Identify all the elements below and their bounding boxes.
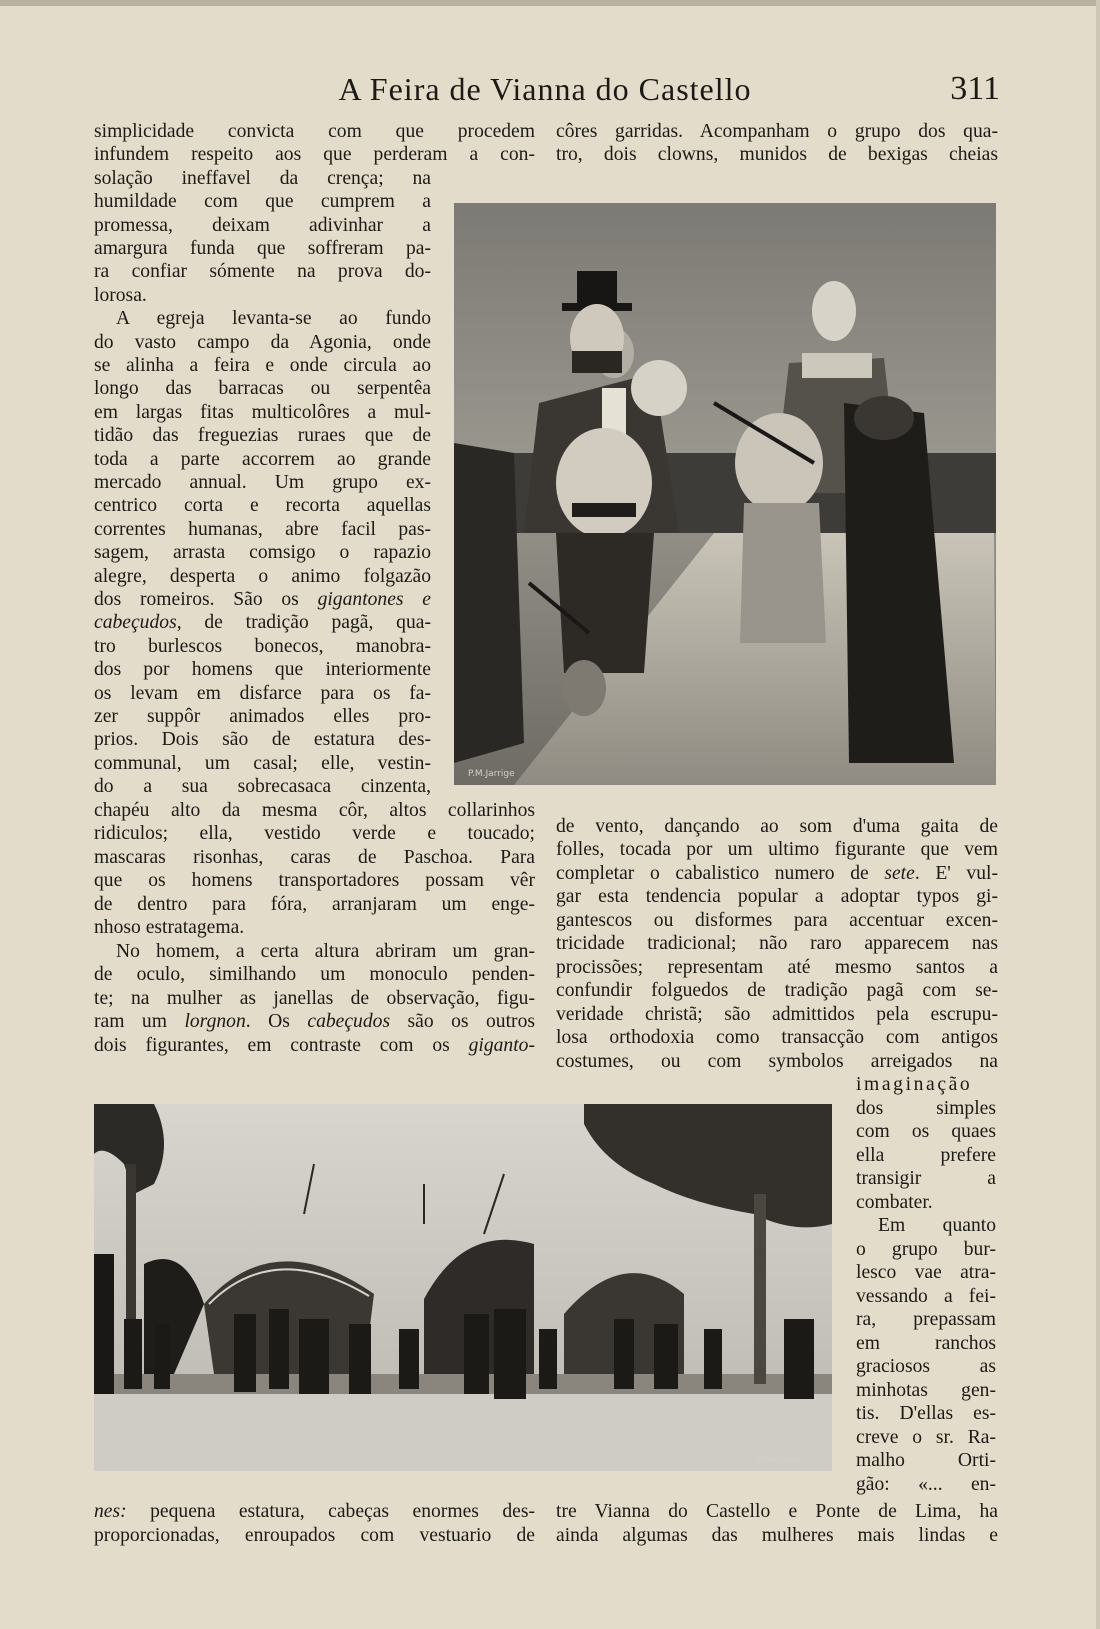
- text-line: prios. Dois são de estatura des-: [94, 729, 431, 750]
- text-line: vessando a fei-: [856, 1286, 996, 1307]
- text-line: humildade com que cumprem a: [94, 191, 431, 212]
- photo-credit-top: P.M.Jarrige: [468, 769, 515, 779]
- text-line: côres garridas. Acompanham o grupo dos qua-: [556, 121, 998, 142]
- text-line: folles, tocada por um ultimo figurante que vem: [556, 839, 998, 860]
- text-line: tis. D'ellas es-: [856, 1403, 996, 1424]
- text-line: veridade christã; são admittidos pela escrupu-: [556, 1004, 998, 1025]
- text-line: dos por homens que interiormente: [94, 659, 431, 680]
- running-title: A Feira de Vianna do Castello: [338, 71, 752, 107]
- text-line: malho Orti-: [856, 1450, 996, 1471]
- page-right-edge: [1096, 0, 1100, 1629]
- text-line: losa orthodoxia como transacção com antigos: [556, 1027, 998, 1048]
- text-line: solação ineffavel da crença; na: [94, 168, 431, 189]
- text-line: mercado annual. Um grupo ex-: [94, 472, 431, 493]
- text-line: graciosos as: [856, 1356, 996, 1377]
- photo-feira: [94, 1104, 832, 1471]
- text-line: tro, dois clowns, munidos de bexigas cheias: [556, 144, 998, 165]
- photo-feira-image: [94, 1104, 832, 1471]
- text-line: tre Vianna do Castello e Ponte de Lima, ha: [556, 1501, 998, 1522]
- text-line: amargura funda que soffreram pa-: [94, 238, 431, 259]
- text-line: A egreja levanta-se ao fundo: [116, 308, 431, 329]
- text-line: os levam em disfarce para os fa-: [94, 683, 431, 704]
- text-line: mascaras risonhas, caras de Paschoa. Para: [94, 847, 535, 868]
- text-line: infundem respeito aos que perderam a con-: [94, 144, 535, 165]
- text-line: proporcionadas, enroupados com vestuario de: [94, 1525, 535, 1546]
- text-line: completar o cabalistico numero de sete. E' vul-: [556, 863, 998, 884]
- text-line: gar esta tendencia popular a adoptar typos gi-: [556, 886, 998, 907]
- text-line: combater.: [856, 1192, 933, 1213]
- text-line: o grupo bur-: [856, 1239, 996, 1260]
- text-line: nhoso estratagema.: [94, 917, 245, 938]
- text-line: communal, um casal; elle, vestin-: [94, 753, 431, 774]
- text-line: dos simples: [856, 1098, 996, 1119]
- text-line: ainda algumas das mulheres mais lindas e: [556, 1525, 998, 1546]
- text-line: No homem, a certa altura abriram um gran-: [116, 941, 535, 962]
- text-line: tricidade tradicional; não raro apparecem nas: [556, 933, 998, 954]
- text-line: lesco vae atra-: [856, 1262, 996, 1283]
- text-line: que os homens transportadores possam vêr: [94, 870, 535, 891]
- text-line: alegre, desperta o animo folgazão: [94, 566, 431, 587]
- text-line: do a sua sobrecasaca cinzenta,: [94, 776, 431, 797]
- text-line: confundir folguedos de tradição pagã com se-: [556, 980, 998, 1001]
- text-line: ra confiar sómente na prova do-: [94, 261, 431, 282]
- text-line: tidão das freguezias ruraes que de: [94, 425, 431, 446]
- text-line: ridiculos; ella, vestido verde e toucado;: [94, 823, 535, 844]
- photo-credit-bottom: P.Marques: [756, 1455, 802, 1465]
- text-line: gão: «... en-: [856, 1474, 996, 1495]
- text-line: nes: pequena estatura, cabeças enormes des-: [94, 1501, 535, 1522]
- text-line: minhotas gen-: [856, 1380, 996, 1401]
- photo-gigantones: [454, 203, 996, 785]
- text-line: imaginação: [856, 1074, 973, 1095]
- text-line: dois figurantes, em contraste com os giganto-: [94, 1035, 535, 1056]
- text-line: centrico corta e recorta aquellas: [94, 495, 431, 516]
- text-line: tro burlescos bonecos, manobra-: [94, 636, 431, 657]
- text-line: Em quanto: [878, 1215, 996, 1236]
- text-line: promessa, deixam adivinhar a: [94, 215, 431, 236]
- text-line: toda a parte accorrem ao grande: [94, 449, 431, 470]
- text-line: sagem, arrasta comsigo o rapazio: [94, 542, 431, 563]
- text-line: chapéu alto da mesma côr, altos collarinhos: [94, 800, 535, 821]
- text-line: creve o sr. Ra-: [856, 1427, 996, 1448]
- text-line: de oculo, similhando um monoculo penden-: [94, 964, 535, 985]
- page-top-edge: [0, 0, 1100, 6]
- text-line: de vento, dançando ao som d'uma gaita de: [556, 816, 998, 837]
- text-line: em largas fitas multicolôres a mul-: [94, 402, 431, 423]
- text-line: de dentro para fóra, arranjaram um enge-: [94, 894, 535, 915]
- text-line: com os quaes: [856, 1121, 996, 1142]
- photo-gigantones-image: [454, 203, 996, 785]
- text-line: ella prefere: [856, 1145, 996, 1166]
- text-line: correntes humanas, abre facil pas-: [94, 519, 431, 540]
- text-line: ram um lorgnon. Os cabeçudos são os outros: [94, 1011, 535, 1032]
- text-line: do vasto campo da Agonia, onde: [94, 332, 431, 353]
- text-line: costumes, ou com symbolos arreigados na: [556, 1051, 998, 1072]
- text-line: gantescos ou disformes para accentuar excen-: [556, 910, 998, 931]
- text-line: lorosa.: [94, 285, 147, 306]
- page-number: 311: [950, 70, 1000, 107]
- text-line: ra, prepassam: [856, 1309, 996, 1330]
- text-line: te; na mulher as janellas de observação, figu-: [94, 988, 535, 1009]
- text-line: simplicidade convicta com que procedem: [94, 121, 535, 142]
- text-line: zer suppôr animados elles pro-: [94, 706, 431, 727]
- text-line: transigir a: [856, 1168, 996, 1189]
- text-line: em ranchos: [856, 1333, 996, 1354]
- text-line: longo das barracas ou serpentêa: [94, 378, 431, 399]
- text-line: se alinha a feira e onde circula ao: [94, 355, 431, 376]
- text-line: cabeçudos, de tradição pagã, qua-: [94, 612, 431, 633]
- text-line: procissões; representam até mesmo santos a: [556, 957, 998, 978]
- text-line: dos romeiros. São os gigantones e: [94, 589, 431, 610]
- page-header: [90, 66, 1000, 112]
